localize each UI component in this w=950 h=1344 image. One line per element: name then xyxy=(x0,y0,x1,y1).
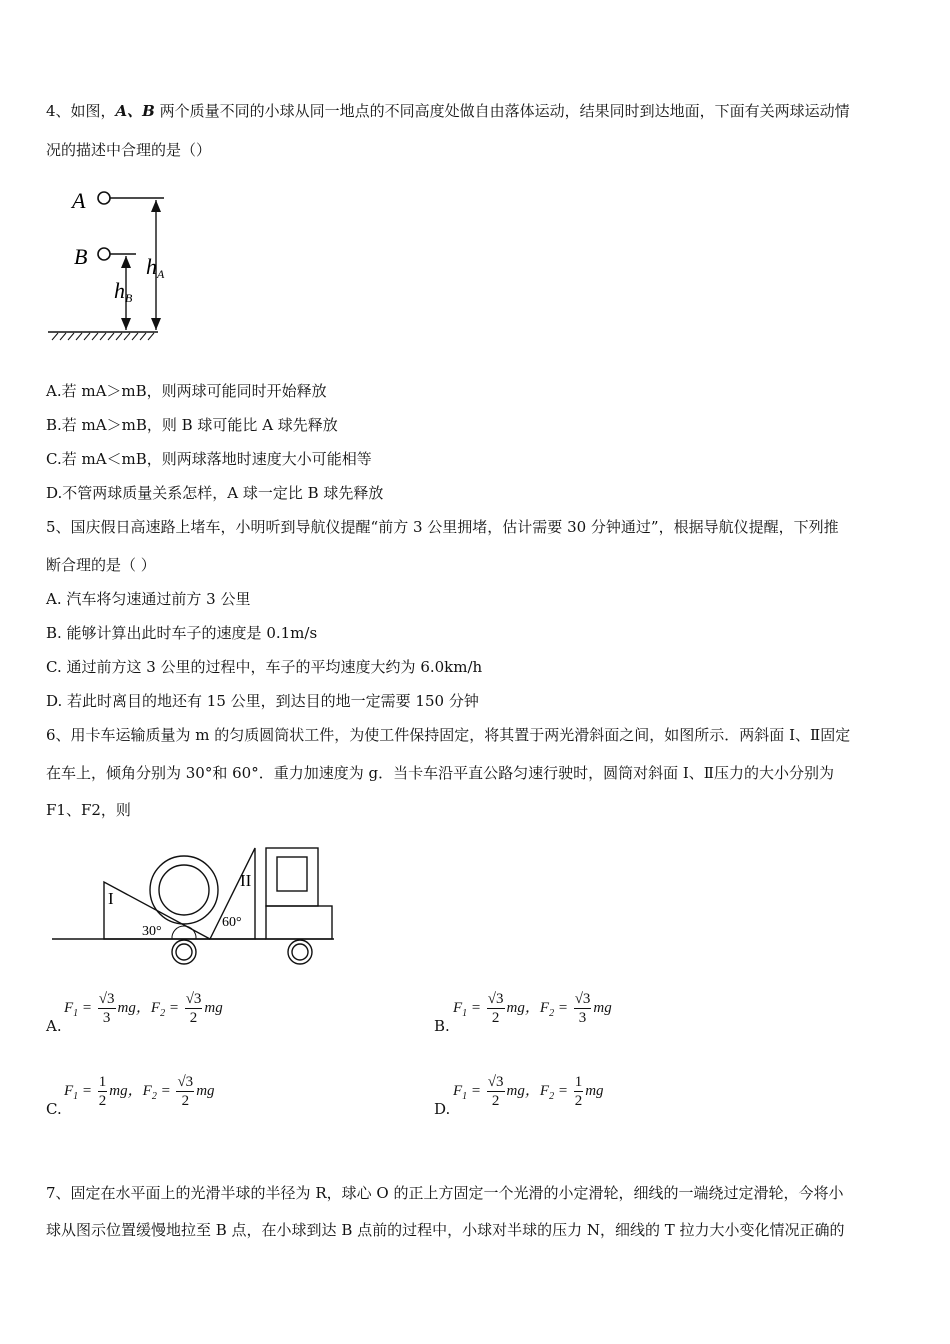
q6-label-30: 30° xyxy=(142,924,162,939)
q6-option-a-formula[interactable]: $F_1$ = $\frac{√3}{3}$ mg，$F_2$ = $\frac{√3}{2}$ mg xyxy=(64,991,223,1026)
q4-stem-line1: 4、如图，A、B 两个质量不同的小球从同一地点的不同高度处做自由落体运动，结果同时到达地面，下面有关两球运动情 xyxy=(46,102,850,120)
q6-label-II: II xyxy=(240,871,252,890)
q4-label-hB: hB xyxy=(114,278,133,305)
q6-truck-figure xyxy=(50,842,340,970)
q6-stem-line3: F1、F2，则 xyxy=(46,801,131,819)
q7-stem-line2: 球从图示位置缓慢地拉至 B 点，在小球到达 B 点前的过程中，小球对半球的压力 N，细线的 T 拉力大小变化情况正确的 xyxy=(46,1221,845,1239)
q6-option-c-label[interactable]: C. xyxy=(46,1100,62,1118)
q4-label-A: A xyxy=(72,188,86,213)
q6-label-I: I xyxy=(108,889,114,908)
q5-option-c[interactable]: C. 通过前方这 3 公里的过程中，车子的平均速度大约为 6.0km/h xyxy=(46,658,483,676)
q6-option-b-label[interactable]: B. xyxy=(434,1017,450,1035)
q6-stem-line2: 在车上，倾角分别为 30°和 60°．重力加速度为 g．当卡车沿平直公路匀速行驶时，圆筒对斜面 I、Ⅱ压力的大小分别为 xyxy=(46,764,834,782)
q4-label-hA: hA xyxy=(146,254,165,281)
q6-label-60: 60° xyxy=(222,915,242,930)
q5-stem-line2: 断合理的是（ ） xyxy=(46,556,156,574)
q4-option-c[interactable]: C.若 mA＜mB，则两球落地时速度大小可能相等 xyxy=(46,450,372,468)
q4-option-a[interactable]: A.若 mA＞mB，则两球可能同时开始释放 xyxy=(46,382,327,400)
q6-stem-line1: 6、用卡车运输质量为 m 的匀质圆筒状工件，为使工件保持固定，将其置于两光滑斜面之间，如图所示．两斜面 I、Ⅱ固定 xyxy=(46,726,851,744)
q4-figure xyxy=(46,180,176,346)
q6-option-c-formula[interactable]: $F_1$ = $\frac{1}{2}$ mg，$F_2$ = $\frac{√3}{2}$ mg xyxy=(64,1074,215,1109)
q5-stem-line1: 5、国庆假日高速路上堵车，小明听到导航仪提醒“前方 3 公里拥堵，估计需要 30 分钟通过”，根据导航仪提醒，下列推 xyxy=(46,518,839,536)
q6-option-b-formula[interactable]: $F_1$ = $\frac{√3}{2}$ mg，$F_2$ = $\frac{√3}{3}$ mg xyxy=(453,991,612,1026)
q5-option-b[interactable]: B. 能够计算出此时车子的速度是 0.1m/s xyxy=(46,624,318,642)
q7-stem-line1: 7、固定在水平面上的光滑半球的半径为 R，球心 O 的正上方固定一个光滑的小定滑轮，细线的一端绕过定滑轮，今将小 xyxy=(46,1184,844,1202)
q4-option-d[interactable]: D.不管两球质量关系怎样，A 球一定比 B 球先释放 xyxy=(46,484,384,502)
q6-option-d-formula[interactable]: $F_1$ = $\frac{√3}{2}$ mg，$F_2$ = $\frac{1}{2}$ mg xyxy=(453,1074,604,1109)
q4-option-b[interactable]: B.若 mA＞mB，则 B 球可能比 A 球先释放 xyxy=(46,416,338,434)
q5-option-a[interactable]: A. 汽车将匀速通过前方 3 公里 xyxy=(46,590,251,608)
q6-option-d-label[interactable]: D. xyxy=(434,1100,451,1118)
q4-stem-ab: A、B xyxy=(115,102,155,120)
q5-option-d[interactable]: D. 若此时离目的地还有 15 公里，到达目的地一定需要 150 分钟 xyxy=(46,692,479,710)
q4-stem-line2: 况的描述中合理的是（） xyxy=(46,141,212,159)
q6-option-a-label[interactable]: A. xyxy=(46,1017,62,1035)
q4-label-B: B xyxy=(74,244,88,269)
